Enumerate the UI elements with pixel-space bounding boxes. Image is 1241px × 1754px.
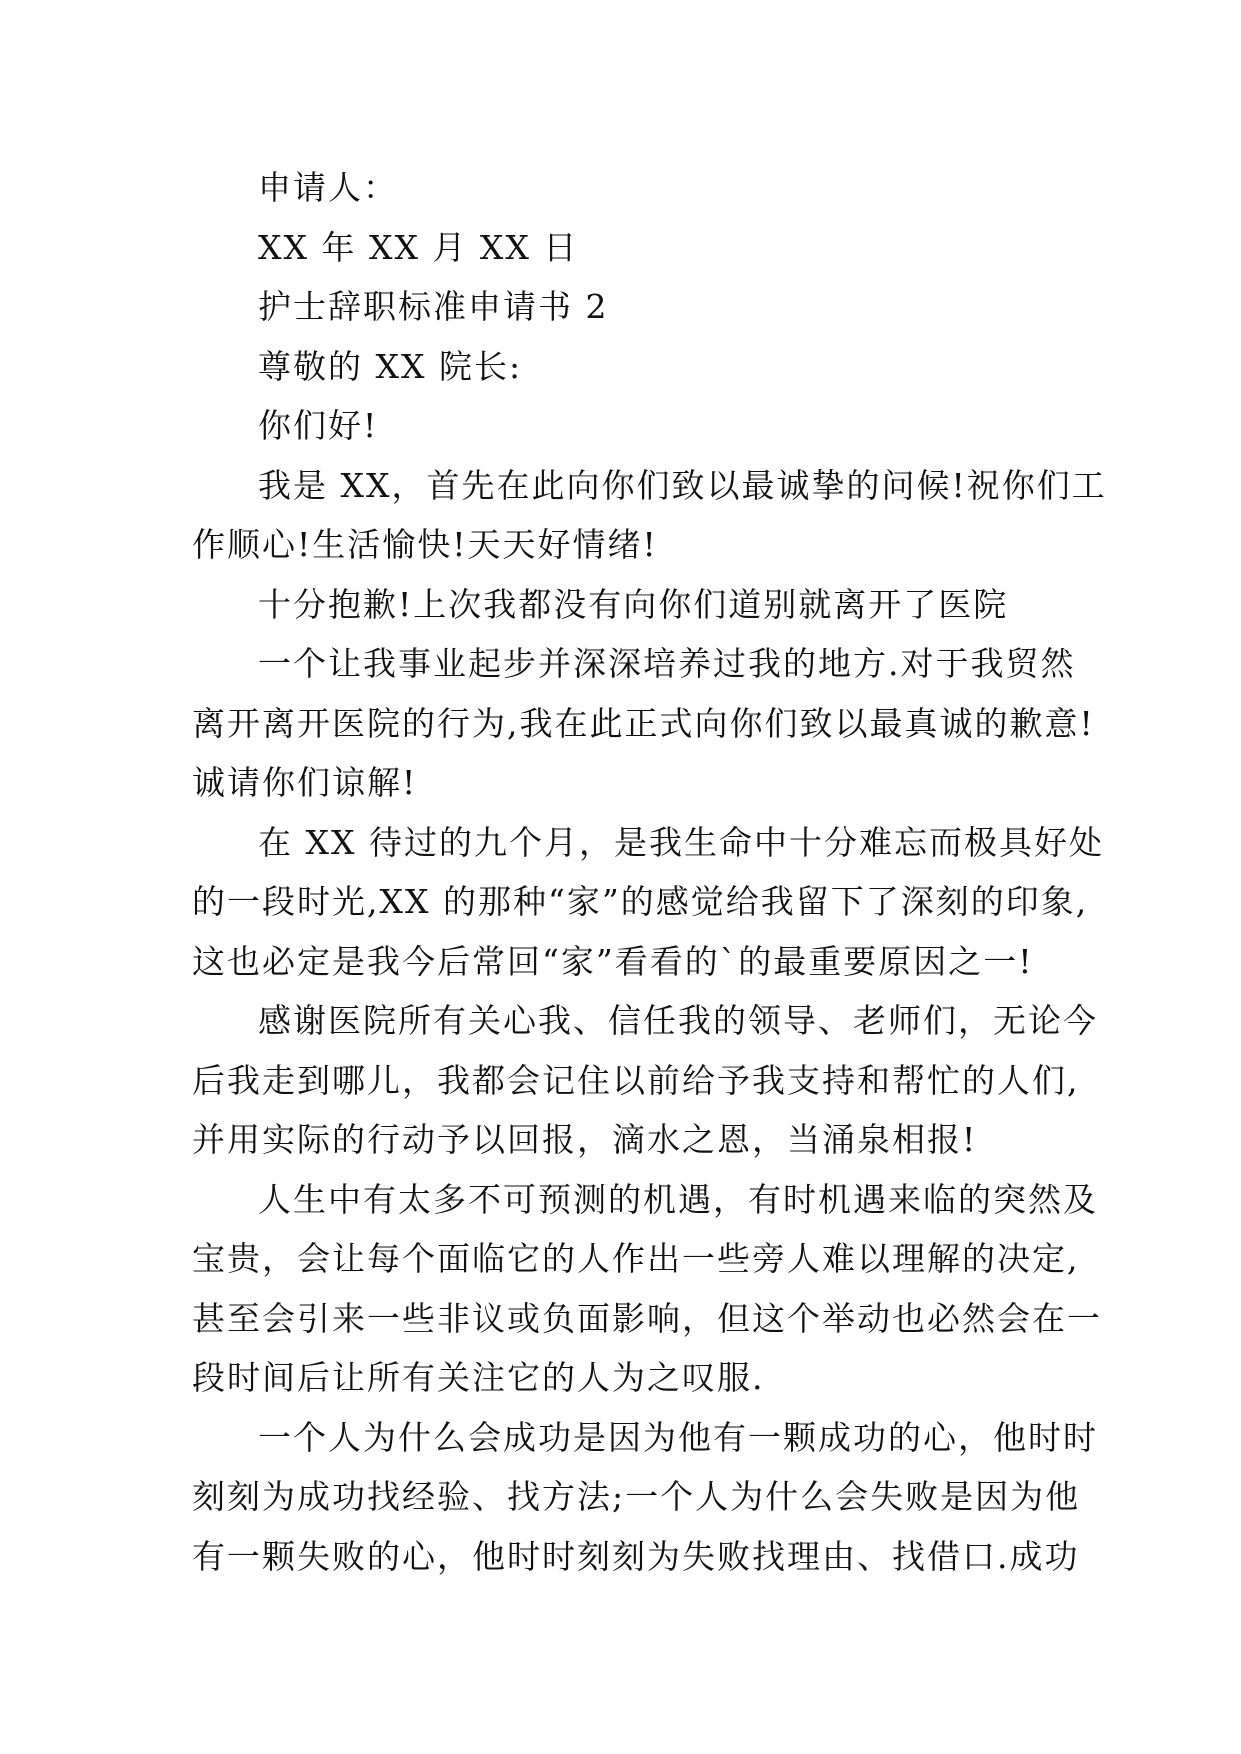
paragraph-line: 这也必定是我今后常回“家”看看的`的最重要原因之一! [192, 941, 1034, 981]
paragraph-line: 甚至会引来一些非议或负面影响，但这个举动也必然会在一 [192, 1298, 1102, 1338]
paragraph-line: 我是 XX，首先在此向你们致以最诚挚的问候!祝你们工 [258, 465, 1107, 505]
paragraph-line: 作顺心!生活愉快!天天好情绪! [192, 525, 658, 564]
paragraph-line: 宝贵，会让每个面临它的人作出一些旁人难以理解的决定, [192, 1239, 1080, 1278]
paragraph-line: 一个人为什么会成功是因为他有一颗成功的心，他时时 [258, 1417, 1098, 1457]
document-title: 护士辞职标准申请书 2 [258, 287, 609, 326]
document-body [192, 158, 1107, 1586]
date-line: XX 年 XX 月 XX 日 [258, 227, 579, 267]
paragraph-line: 段时间后让所有关注它的人为之叹服. [192, 1358, 765, 1397]
paragraph-line: 并用实际的行动予以回报，滴水之恩，当涌泉相报! [192, 1120, 978, 1159]
paragraph-line: 人生中有太多不可预测的机遇，有时机遇来临的突然及 [258, 1179, 1098, 1219]
greeting: 你们好! [258, 406, 379, 445]
paragraph-line: 一个让我事业起步并深深培养过我的地方.对于我贸然 [258, 644, 1076, 683]
paragraph-line: 十分抱歉!上次我都没有向你们道别就离开了医院 [258, 584, 1009, 624]
paragraph-line: 的一段时光,XX 的那种“家”的感觉给我留下了深刻的印象, [192, 882, 1089, 921]
paragraph-line: 有一颗失败的心，他时时刻刻为失败找理由、找借口.成功 [192, 1536, 1080, 1576]
paragraph-line: 在 XX 待过的九个月，是我生命中十分难忘而极具好处 [258, 822, 1104, 862]
paragraph-line: 离开离开医院的行为,我在此正式向你们致以最真诚的歉意! [192, 703, 1095, 743]
paragraph-line: 刻刻为成功找经验、找方法;一个人为什么会失败是因为他 [192, 1477, 1081, 1516]
applicant-line: 申请人： [258, 168, 398, 207]
salutation: 尊敬的 XX 院长: [258, 346, 523, 386]
paragraph-line: 后我走到哪儿，我都会记住以前给予我支持和帮忙的人们, [192, 1060, 1080, 1100]
paragraph-line: 诚请你们谅解! [192, 763, 418, 802]
paragraph-line: 感谢医院所有关心我、信任我的领导、老师们，无论今 [258, 1001, 1098, 1040]
